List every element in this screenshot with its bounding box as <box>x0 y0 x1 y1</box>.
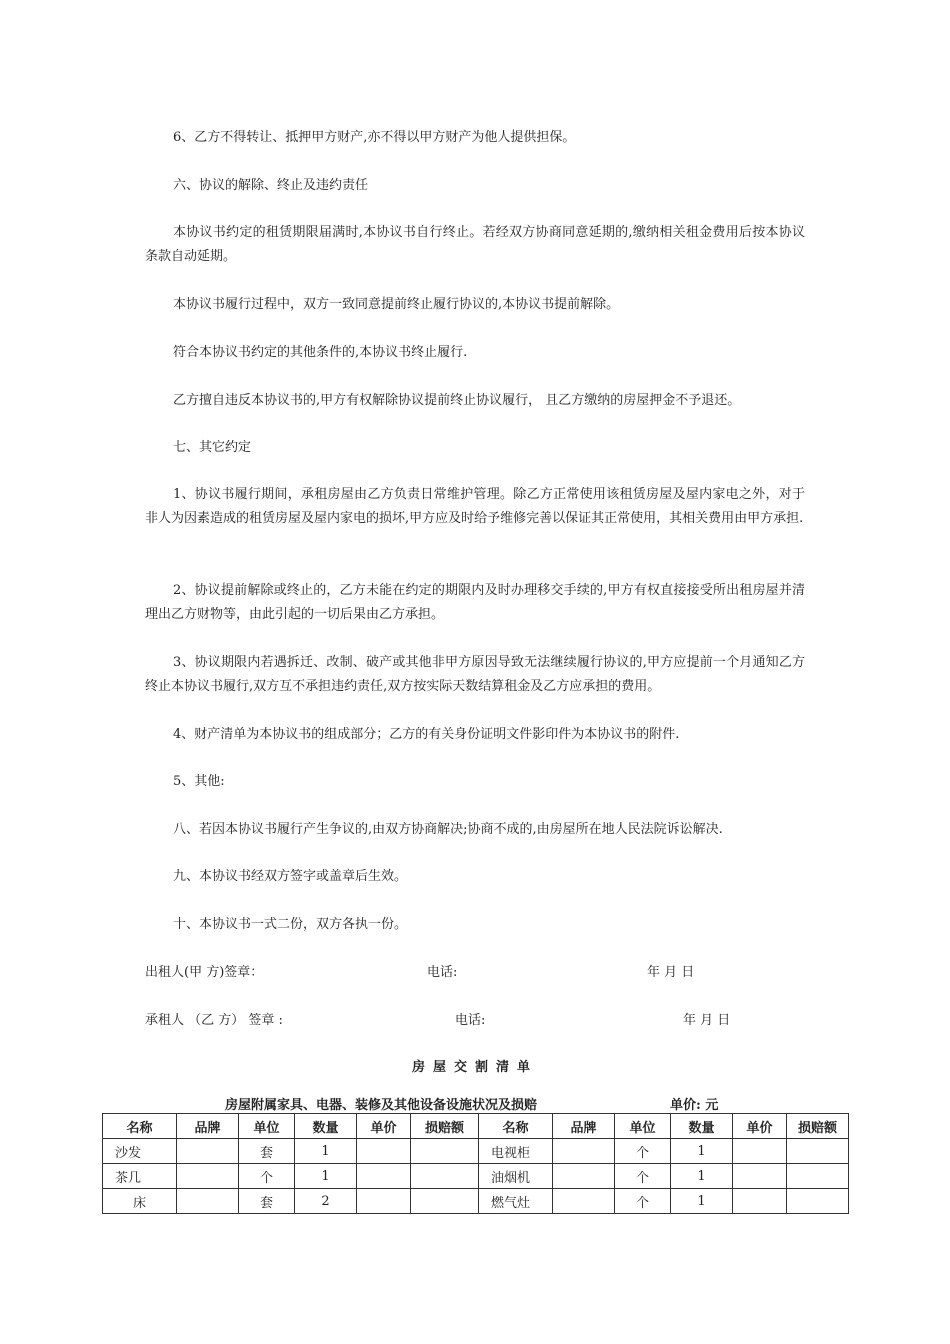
table-cell: 油烟机 <box>479 1164 553 1189</box>
table-cell <box>357 1189 411 1214</box>
table-cell <box>177 1189 239 1214</box>
handover-subtitle: 房屋附属家具、电器、装修及其他设备设施状况及损赔 <box>225 1098 538 1113</box>
column-header: 损赔额 <box>787 1114 849 1139</box>
table-cell <box>177 1139 239 1164</box>
column-header: 品牌 <box>177 1114 239 1139</box>
handover-table <box>102 1113 849 1214</box>
clause-7-2: 2、协议提前解除或终止的，乙方未能在约定的期限内及时办理移交手续的,甲方有权直接接受所出租房屋并清理出乙方财物等，由此引起的一切后果由乙方承担。 <box>145 583 805 622</box>
column-header: 数量 <box>671 1114 733 1139</box>
section-heading-8: 八、若因本协议书履行产生争议的,由双方协商解决;协商不成的,由房屋所在地人民法院诉讼解决. <box>173 822 723 837</box>
table-cell <box>733 1139 787 1164</box>
lessee-phone: 电话: <box>455 1013 486 1028</box>
table-cell: 个 <box>615 1189 671 1214</box>
lessor-signature-row <box>145 961 805 983</box>
clause-7-3: 3、协议期限内若遇拆迁、改制、破产或其他非甲方原因导致无法继续履行协议的,甲方应提前一个月通知乙方终止本协议书履行,双方互不承担违约责任,双方按实际天数结算租金及乙方应承担的费用。 <box>145 655 805 694</box>
table-cell: 1 <box>671 1189 733 1214</box>
table-cell: 1 <box>295 1164 357 1189</box>
lessee-label: 承租人 （乙 方） 签章 : <box>145 1013 283 1028</box>
lessor-date: 年 月 日 <box>647 965 695 980</box>
column-header: 损赔额 <box>411 1114 479 1139</box>
table-row <box>103 1189 849 1214</box>
table-cell: 套 <box>239 1189 295 1214</box>
table-cell: 电视柜 <box>479 1139 553 1164</box>
clause-7-1: 1、协议书履行期间，承租房屋由乙方负责日常维护管理。除乙方正常使用该租赁房屋及屋内家电之外，对于非人为因素造成的租赁房屋及屋内家电的损坏,甲方应及时给予维修完善以保证其正常使用，其相关费用由甲方承担. <box>145 487 805 526</box>
clause-6: 6、乙方不得转让、抵押甲方财产,亦不得以甲方财产为他人提供担保。 <box>173 130 576 145</box>
table-cell <box>733 1189 787 1214</box>
table-cell <box>357 1164 411 1189</box>
lessee-signature-row <box>145 1009 805 1031</box>
column-header: 单位 <box>615 1114 671 1139</box>
column-header: 单位 <box>239 1114 295 1139</box>
lessee-date: 年 月 日 <box>683 1013 731 1028</box>
clause-early-termination: 本协议书履行过程中，双方一致同意提前终止履行协议的,本协议书提前解除。 <box>173 297 620 312</box>
column-header: 单价 <box>357 1114 411 1139</box>
section-heading-10: 十、本协议书一式二份，双方各执一份。 <box>173 917 408 932</box>
table-cell: 茶几 <box>103 1164 177 1189</box>
table-cell <box>411 1189 479 1214</box>
column-header: 品牌 <box>553 1114 615 1139</box>
clause-breach: 乙方擅自违反本协议书的,甲方有权解除协议提前终止协议履行， 且乙方缴纳的房屋押金不予退还。 <box>173 393 741 408</box>
clause-7-4: 4、财产清单为本协议书的组成部分；乙方的有关身份证明文件影印件为本协议书的附件. <box>173 727 680 742</box>
table-cell: 燃气灶 <box>479 1189 553 1214</box>
table-cell <box>553 1189 615 1214</box>
table-cell <box>733 1164 787 1189</box>
clause-7-5: 5、其他: <box>173 774 225 789</box>
column-header: 数量 <box>295 1114 357 1139</box>
table-cell: 2 <box>295 1189 357 1214</box>
table-cell: 个 <box>615 1164 671 1189</box>
table-cell: 沙发 <box>103 1139 177 1164</box>
table-cell: 1 <box>671 1164 733 1189</box>
section-heading-6: 六、协议的解除、终止及违约责任 <box>173 178 369 193</box>
table-cell: 1 <box>671 1139 733 1164</box>
column-header: 单价 <box>733 1114 787 1139</box>
lessor-phone: 电话: <box>427 965 458 980</box>
table-cell: 套 <box>239 1139 295 1164</box>
section-heading-9: 九、本协议书经双方签字或盖章后生效。 <box>173 869 408 884</box>
table-cell <box>787 1139 849 1164</box>
table-cell: 床 <box>103 1189 177 1214</box>
section-heading-7: 七、其它约定 <box>173 440 252 455</box>
unit-price-label: 单价: 元 <box>670 1098 719 1113</box>
table-cell: 个 <box>615 1139 671 1164</box>
table-row <box>103 1139 849 1164</box>
table-cell <box>553 1164 615 1189</box>
clause-termination-expiry: 本协议书约定的租赁期限届满时,本协议书自行终止。若经双方协商同意延期的,缴纳相关租金费用后按本协议条款自动延期。 <box>145 225 805 264</box>
table-cell <box>177 1164 239 1189</box>
column-header: 名称 <box>479 1114 553 1139</box>
table-cell <box>787 1189 849 1214</box>
lessor-label: 出租人(甲 方)签章： <box>145 965 264 980</box>
table-cell <box>553 1139 615 1164</box>
handover-title: 房屋交割清单 <box>411 1060 538 1075</box>
table-row <box>103 1164 849 1189</box>
table-cell: 1 <box>295 1139 357 1164</box>
table-cell <box>787 1164 849 1189</box>
table-cell <box>411 1139 479 1164</box>
clause-other-conditions: 符合本协议书约定的其他条件的,本协议书终止履行. <box>173 345 468 360</box>
table-cell <box>357 1139 411 1164</box>
table-header-row <box>103 1114 849 1139</box>
table-cell <box>411 1164 479 1189</box>
column-header: 名称 <box>103 1114 177 1139</box>
table-cell: 个 <box>239 1164 295 1189</box>
